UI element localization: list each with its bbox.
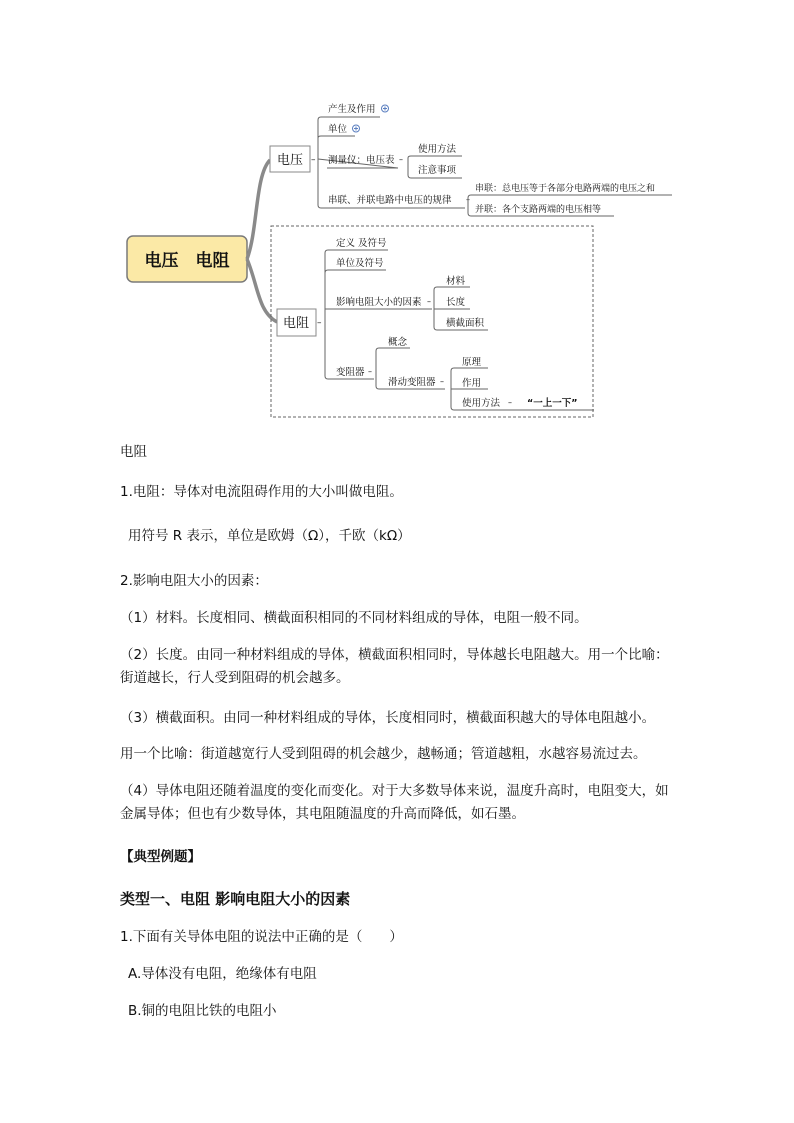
section-heading: 电阻: [120, 444, 147, 460]
svg-text:–: –: [466, 195, 470, 204]
option-a: A.导体没有电阻，绝缘体有电阻: [128, 966, 317, 982]
factor-0: 材料: [446, 276, 466, 287]
examples-heading: 【典型例题】: [120, 849, 201, 865]
slide-sub-1: 作用: [462, 378, 482, 389]
resistance-item-0: 定义 及符号: [336, 238, 387, 249]
expand-plus-icon[interactable]: [353, 125, 360, 132]
voltage-item-1: 单位: [328, 124, 348, 135]
paragraph: （2）长度。由同一种材料组成的导体，横截面积相同时，导体越长电阻越大。用一个比喻：街道越长，行人受到阻碍的机会越多。: [120, 647, 669, 686]
voltage-item-0: 产生及作用: [328, 104, 376, 115]
option-b: B.铜的电阻比铁的电阻小: [128, 1003, 277, 1019]
factor-1: 长度: [446, 297, 466, 308]
paragraph: （1）材料。长度相同、横截面积相同的不同材料组成的导体，电阻一般不同。: [120, 610, 588, 626]
svg-text:–: –: [317, 318, 322, 328]
resistance-node-label: 电阻: [282, 316, 310, 331]
svg-text:–: –: [508, 398, 512, 407]
question: 1.下面有关导体电阻的说法中正确的是（ ）: [120, 929, 403, 945]
svg-text:–: –: [427, 297, 431, 306]
meter-sub-0: 使用方法: [418, 144, 457, 155]
paragraph: 1.电阻：导体对电流阻碍作用的大小叫做电阻。: [120, 484, 403, 500]
paragraph: 2.影响电阻大小的因素：: [120, 573, 268, 589]
slide-sub-0: 原理: [462, 357, 482, 368]
paragraph: 用符号 R 表示，单位是欧姆（Ω），千欧（kΩ）: [128, 528, 411, 544]
resistance-item-3: 变阻器: [336, 367, 365, 378]
svg-text:–: –: [399, 155, 403, 164]
expand-plus-icon[interactable]: [382, 105, 389, 112]
slide-sub-2: 使用方法: [462, 398, 501, 409]
meter-sub-1: 注意事项: [418, 165, 457, 176]
rheostat-sub-1: 滑动变阻器: [388, 377, 436, 388]
resistance-item-2: 影响电阻大小的因素: [336, 297, 422, 308]
rule-sub-1: 并联：各个支路两端的电压相等: [475, 205, 602, 215]
voltage-connector-dash: –: [311, 155, 316, 165]
branch-to-voltage: [247, 160, 270, 259]
paragraph: （4）导体电阻还随着温度的变化而变化。对于大多数导体来说，温度升高时，电阻变大，如金属导体；但也有少数导体，其电阻随温度的升高而降低，如石墨。: [120, 783, 669, 822]
svg-text:–: –: [368, 367, 372, 376]
voltage-item-2: 测量仪：电压表: [328, 155, 395, 166]
rule-sub-0: 串联：总电压等于各部分电路两端的电压之和: [475, 184, 656, 194]
mindmap-root-label: 电压 电阻: [144, 251, 230, 271]
paragraph: （3）横截面积。由同一种材料组成的导体，长度相同时，横截面积越大的导体电阻越小。: [120, 710, 656, 726]
resistance-item-1: 单位及符号: [336, 258, 384, 269]
svg-text:–: –: [440, 377, 444, 386]
type-heading: 类型一、电阻 影响电阻大小的因素: [120, 890, 351, 908]
voltage-node-label: 电压: [276, 153, 304, 168]
branch-to-resistance: [247, 259, 277, 322]
voltage-item-3: 串联、并联电路中电压的规律: [328, 195, 452, 206]
mind-map: [0, 0, 794, 430]
paragraph: 用一个比喻：街道越宽行人受到阻碍的机会越少，越畅通；管道越粗，水越容易流过去。: [120, 746, 647, 762]
rheostat-sub-0: 概念: [388, 337, 408, 348]
usage-note: “一上一下”: [527, 398, 578, 409]
factor-2: 横截面积: [446, 318, 485, 329]
